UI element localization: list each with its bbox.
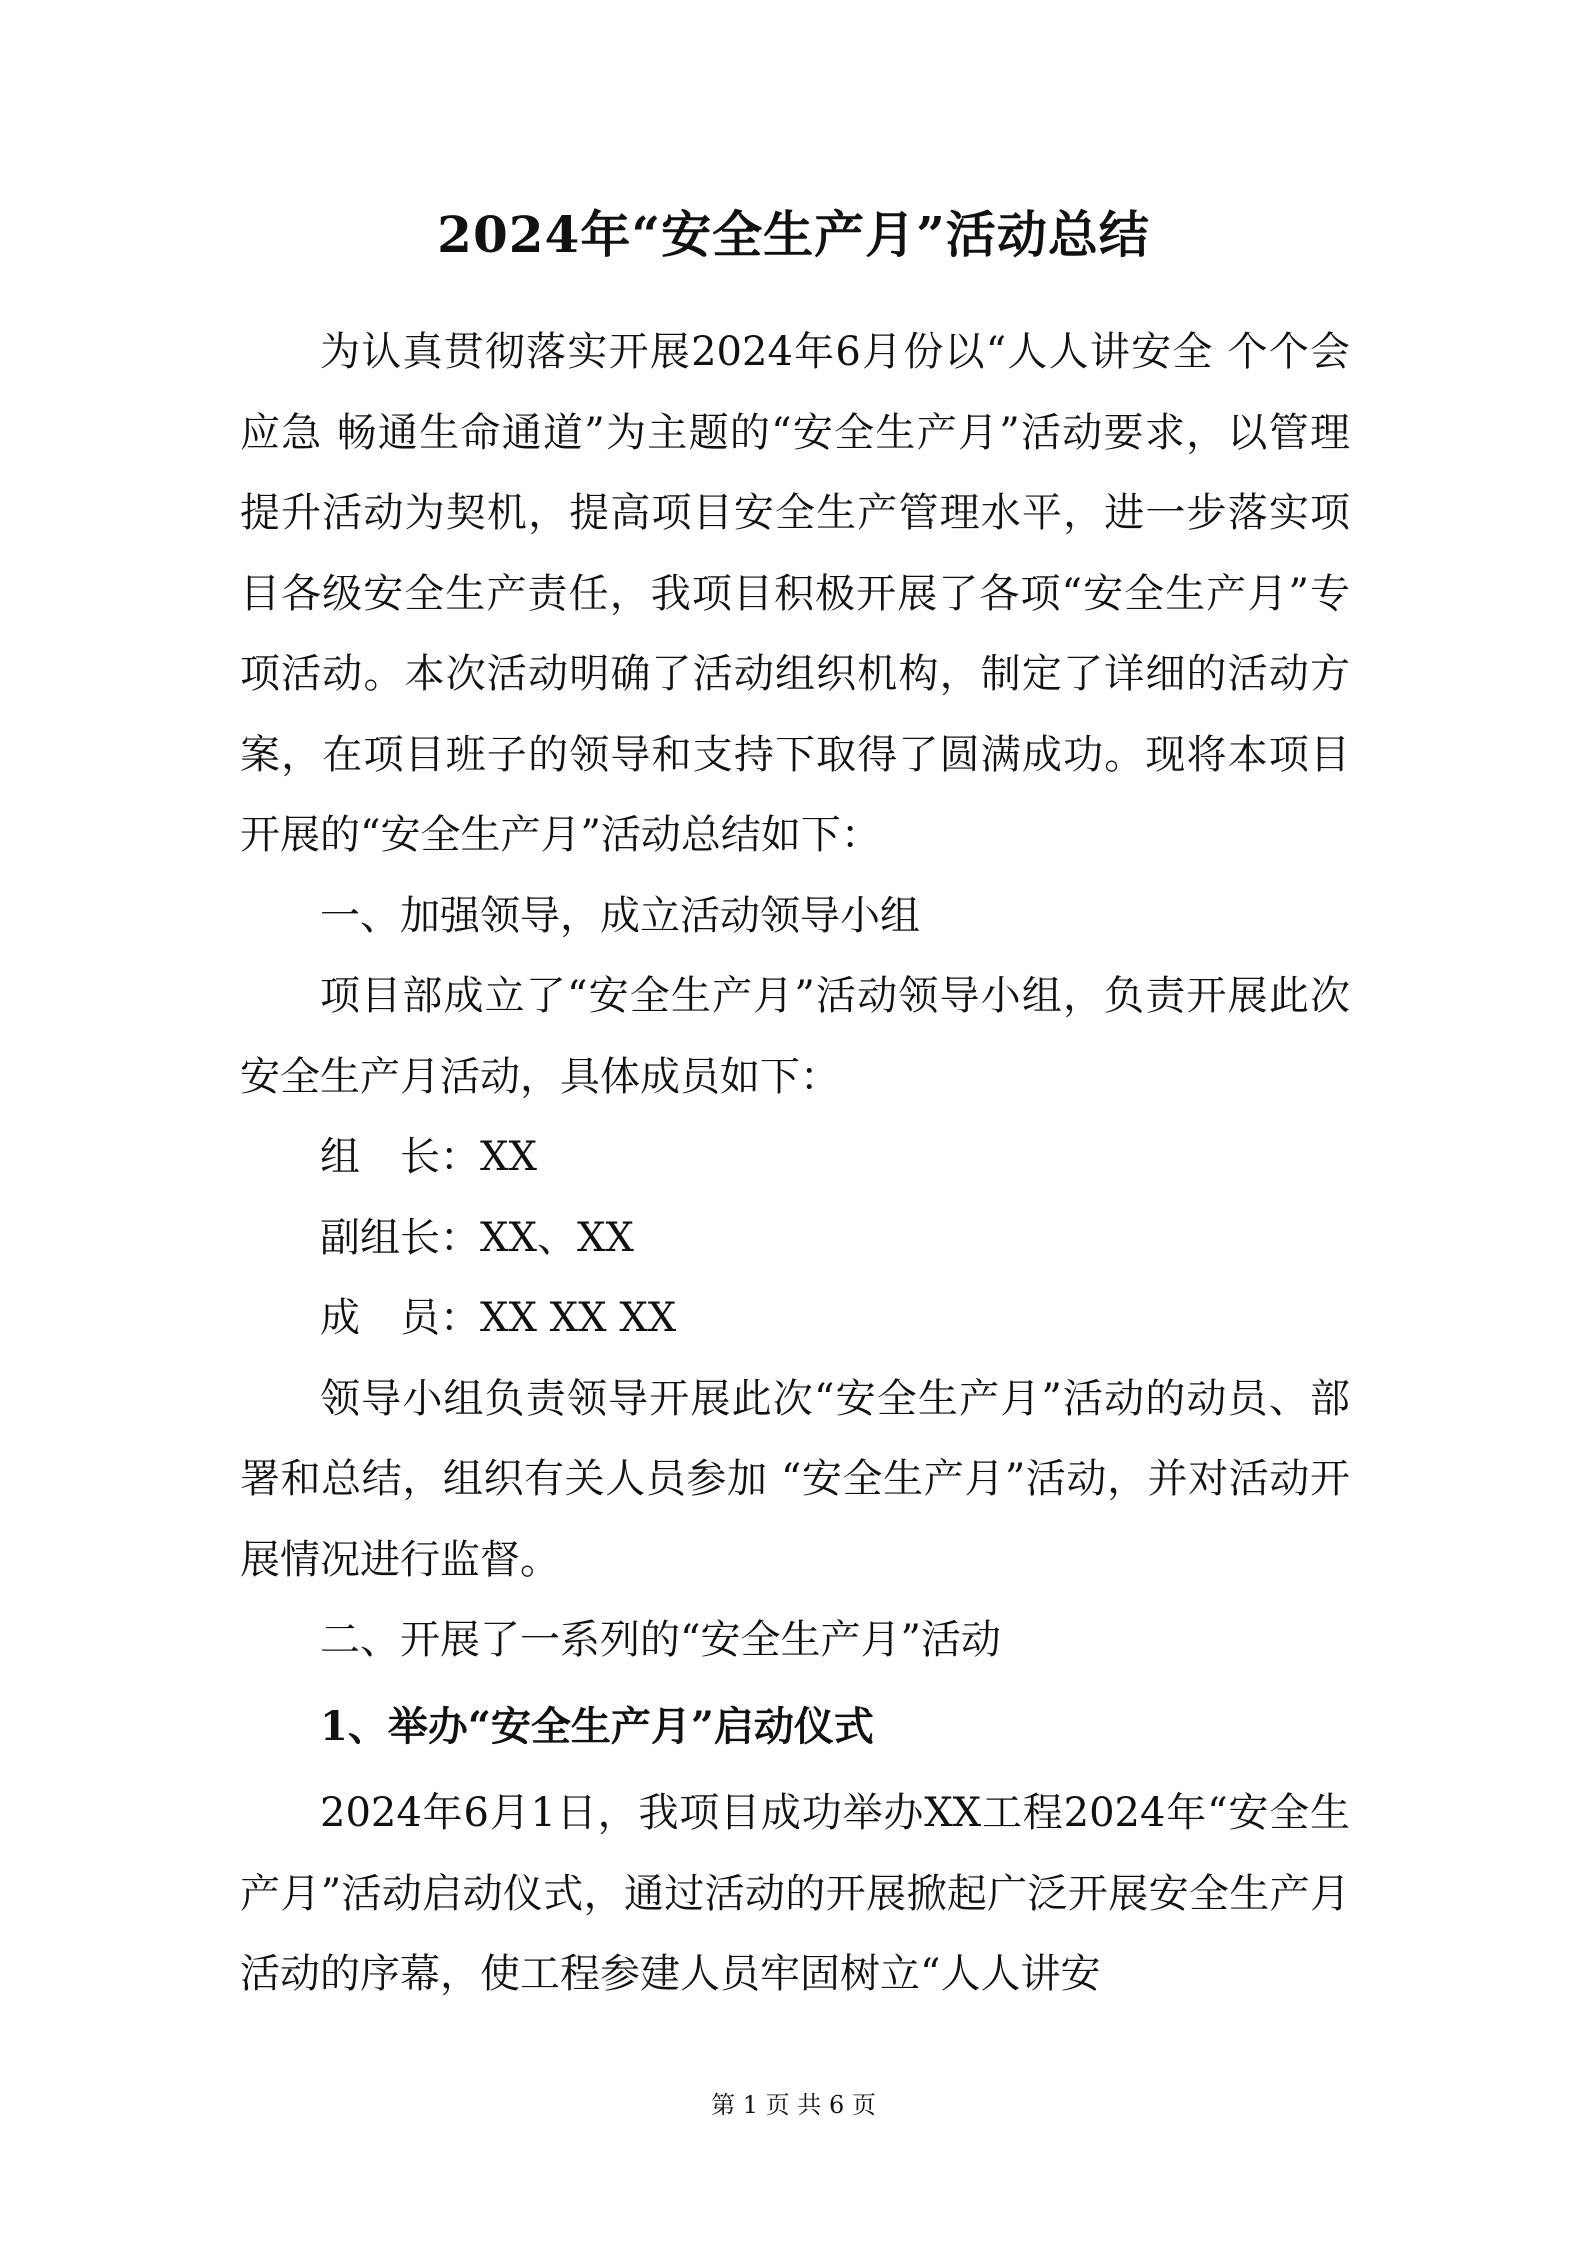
intro-paragraph: 为认真贯彻落实开展2024年6月份以“人人讲安全 个个会应急 畅通生命通道”为主题的“安全生产月”活动要求，以管理提升活动为契机，提高项目安全生产管理水平，进一步落实项目各级安全生产责任，我项目积极开展了各项“安全生产月”专项活动。本次活动明确了活动组织机构，制定了详细的活动方案，在项目班子的领导和支持下取得了圆满成功。现将本项目开展的“安全生产月”活动总结如下： bbox=[240, 329, 1350, 858]
document-title: 2024年“安全生产月”活动总结 bbox=[437, 205, 1150, 264]
section-1-duty-paragraph: 领导小组负责领导开展此次“安全生产月”活动的动员、部署和总结，组织有关人员参加 “安全生产月”活动，并对活动开展情况进行监督。 bbox=[240, 1375, 1350, 1583]
member-line-members: 成 员：XX XX XX bbox=[320, 1295, 677, 1341]
member-line-leader: 组 长：XX bbox=[320, 1134, 537, 1180]
section-heading-2: 二、开展了一系列的“安全生产月”活动 bbox=[320, 1617, 1001, 1663]
subsection-heading-1: 1、举办“安全生产月”启动仪式 bbox=[320, 1702, 874, 1750]
section-1-paragraph: 项目部成立了“安全生产月”活动领导小组，负责开展此次安全生产月活动，具体成员如下： bbox=[240, 973, 1350, 1100]
page-number-footer: 第 1 页 共 6 页 bbox=[711, 2091, 876, 2119]
subsection-1-paragraph: 2024年6月1日，我项目成功举办XX工程2024年“安全生产月”活动启动仪式，通过活动的开展掀起广泛开展安全生产月活动的序幕，使工程参建人员牢固树立“人人讲安 bbox=[240, 1790, 1350, 1997]
document-body bbox=[240, 312, 1350, 2015]
member-line-deputy: 副组长：XX、XX bbox=[320, 1214, 634, 1261]
section-heading-1: 一、加强领导，成立活动领导小组 bbox=[320, 892, 920, 939]
